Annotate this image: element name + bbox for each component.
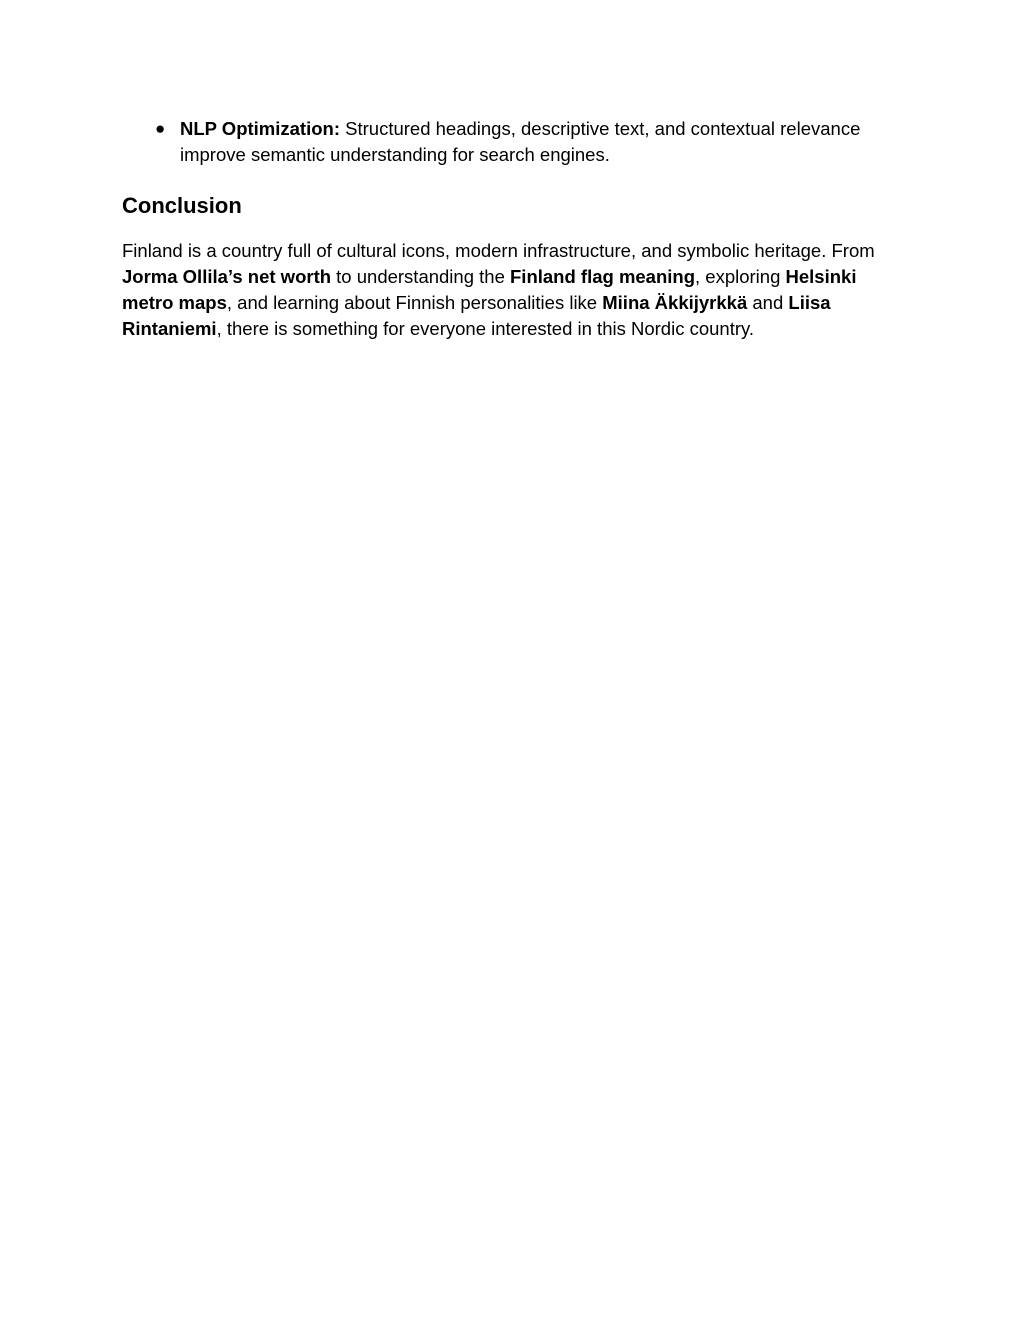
paragraph-segment-bold: Jorma Ollila’s net worth [122,266,332,287]
paragraph-segment: , and learning about Finnish personalities like [226,292,603,313]
bullet-marker-icon: ● [155,119,166,138]
paragraph-segment-bold: Finland flag meaning [510,266,696,287]
paragraph-segment: to understanding the [331,266,510,287]
conclusion-paragraph [122,238,890,342]
paragraph-segment: Finland is a country full of cultural icons, modern infrastructure, and symbolic heritage. From [122,240,875,261]
bullet-item-bold-lead: NLP Optimization: [180,118,340,139]
paragraph-segment: and [747,292,789,313]
paragraph-segment-bold: Liisa Rintaniemi [122,292,831,339]
paragraph-segment-bold: Miina Äkkijyrkkä [602,292,748,313]
paragraph-segment-bold: Helsinki metro maps [122,266,857,313]
bullet-item-text [180,116,892,168]
conclusion-heading: Conclusion [122,193,242,218]
document-content [0,0,1024,342]
list-item [122,116,1024,168]
bullet-item-body: Structured headings, descriptive text, and contextual relevance improve semantic understanding for search engines. [180,118,861,165]
bullet-list [122,116,1024,168]
paragraph-segment: , exploring [695,266,786,287]
paragraph-segment: , there is something for everyone interested in this Nordic country. [216,318,755,339]
